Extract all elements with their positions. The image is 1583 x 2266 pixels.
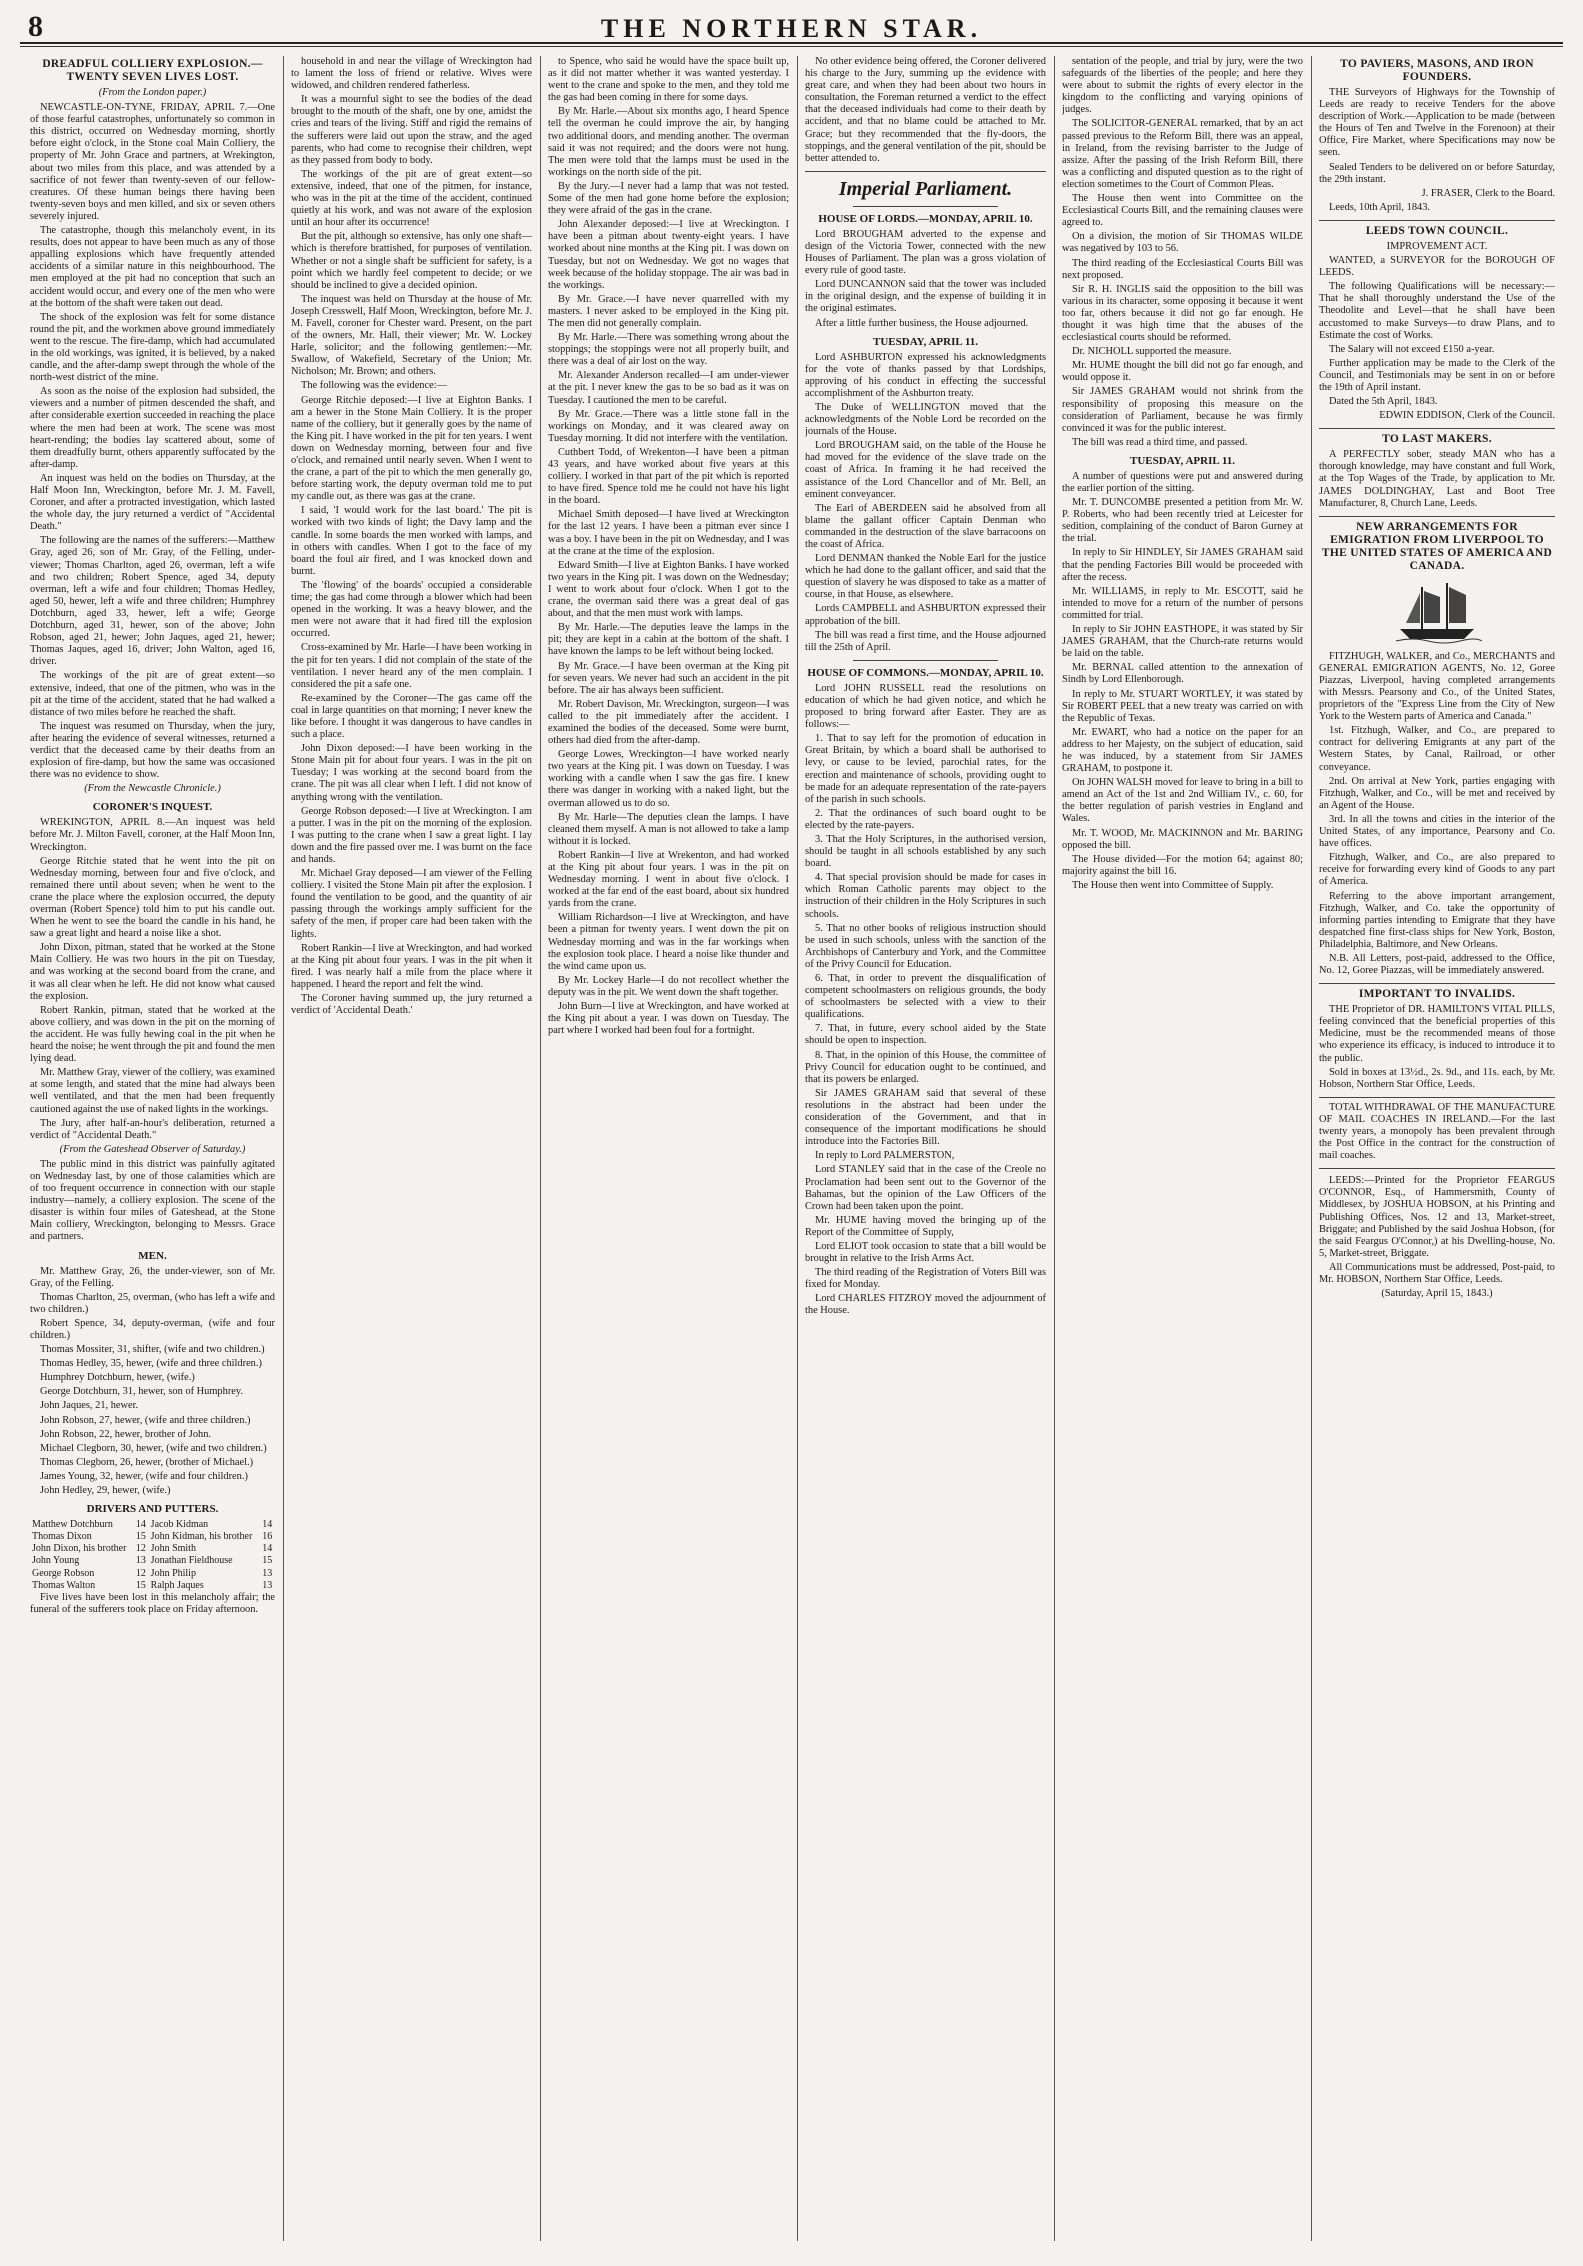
article-paragraph: 4. That special provision should be made for cases in which Roman Catholic parents may object to the instruction of their children in the Holy Scriptures in such schools. bbox=[805, 872, 1046, 920]
article-paragraph: An inquest was held on the bodies on Thursday, at the Half Moon Inn, Wreckington, before Mr. J. M. Favell, Coroner, and after a protracted investigation, which lasted the whole day, the jury returned a verdict of "Accidental Death." bbox=[30, 472, 275, 533]
table-cell: Matthew Dotchburn bbox=[32, 1519, 113, 1531]
article-paragraph: I said, 'I would work for the last board.' The pit is worked with two kinds of light; the Davy lamp and the candle. In some boards the men worked with lamps, and in others with candles. When I got to the face of my board the foul air fired, and I was knocked down and burnt. bbox=[291, 505, 532, 577]
article-paragraph: 7. That, in future, every school aided by the State should be open to inspection. bbox=[805, 1023, 1046, 1047]
ad-title: TO PAVIERS, MASONS, AND IRON FOUNDERS. bbox=[1340, 58, 1534, 83]
article-paragraph: John Dixon, pitman, stated that he worked at the Stone Main Colliery. He was two hours in the pit on Tuesday, and was working at the second board from the crane, and it was all clear when he left. He did not know what caused the explosion. bbox=[30, 942, 275, 1002]
article-paragraph: The catastrophe, though this melancholy event, in its results, does not appear to have been much as any of those appalling explosions which have frequently attended accidents of a similar nature in this neighbourhood. The men employed at the pit had no conception that such an accident would occur, and every one of the men who were at the bottom of the shaft were taken out dead. bbox=[30, 225, 275, 309]
table-cell: 13 bbox=[135, 1555, 146, 1567]
article-paragraph: Sir R. H. INGLIS said the opposition to the bill was various in its character, some opposing it because it went too far, others because it did not go far enough. He thought it was high time that the abuses of the ecclesiastical courts should be reformed. bbox=[1062, 283, 1303, 344]
article-paragraph: The following are the names of the sufferers:—Matthew Gray, aged 26, son of Mr. Gray, of the Felling, under-viewer; Thomas Charlton, aged 26, overman, left a wife and two children; Robert Spence, aged 34, deputy overman, left a wife and four children; Thomas Hedley, aged 50, hewer, left a wife and three children; Humphrey Dotchburn, aged 33, hewer, left a wife; George Dotchburn, aged 31, hewer, son of the above; John Robson, aged 21, hewer; John Jaques, aged 21, hewer; Thomas Jaques, aged 16, driver; John Walton, aged 16, driver. bbox=[30, 535, 275, 668]
article-paragraph: 8. That, in the opinion of this House, the committee of Privy Council for education ought to be continued, and that its powers be enlarged. bbox=[805, 1049, 1046, 1085]
section-rule bbox=[853, 206, 998, 207]
ad-text: The Salary will not exceed £150 a-year. bbox=[1329, 343, 1495, 355]
article-paragraph: Mr. WILLIAMS, in reply to Mr. ESCOTT, said he intended to move for a return of the number of persons committed for trial. bbox=[1062, 585, 1303, 621]
article-paragraph: Mr. Matthew Gray, viewer of the colliery, was examined at some length, and stated that the mine had always been well ventilated, and that the men had been frequently cautioned against the use of naked lights in the workings. bbox=[30, 1067, 275, 1115]
article-paragraph: WREKINGTON, APRIL 8.—An inquest was held before Mr. J. Milton Favell, coroner, at the Half Moon Inn, Wreckington. bbox=[30, 817, 275, 853]
column-rule bbox=[797, 56, 798, 2241]
drivers-table bbox=[30, 1519, 275, 1592]
article-paragraph: Sir JAMES GRAHAM would not shrink from the responsibility of proposing this measure on the consideration of Parliament, because he was firmly convinced it was for the public interest. bbox=[1062, 386, 1303, 434]
article-paragraph: Sir JAMES GRAHAM said that several of these resolutions in the abstract had been under the consideration of the Government, and that in consequence of the important modifications he should introduce into the Factories Bill. bbox=[805, 1087, 1046, 1148]
printer-imprint: LEEDS:—Printed for the Proprietor FEARGUS O'CONNOR, Esq., of Hammersmith, County of Middlesex, by JOSHUA HOBSON, at his Printing and Publishing Offices, Nos. 12 and 13, Market-street, Briggate; and Published by the said Joshua Hobson, (for the said Feargus O'Connor,) at his Dwelling-house, No. 5, Market-street, Briggate. bbox=[1319, 1175, 1555, 1259]
article-paragraph: Dr. NICHOLL supported the measure. bbox=[1072, 346, 1232, 358]
table-cell: 13 bbox=[262, 1567, 273, 1579]
article-paragraph: Lords CAMPBELL and ASHBURTON expressed their approbation of the bill. bbox=[805, 603, 1046, 627]
article-paragraph: sentation of the people, and trial by jury, were the two safeguards of the liberties of the people; and here they were about to submit the rights of every elector in the kingdom to the conflicting and varying opinions of judges. bbox=[1062, 56, 1303, 116]
article-paragraph: Cross-examined by Mr. Harle—I have been working in the pit for ten years. I did not complain of the state of the ventilation. I never heard any of the men complain. I considered the pit a safe one. bbox=[291, 642, 532, 690]
table-cell: John Smith bbox=[150, 1543, 196, 1555]
section-heading: DRIVERS AND PUTTERS. bbox=[86, 1503, 219, 1516]
article-paragraph: The inquest was resumed on Thursday, when the jury, after hearing the evidence of several witnesses, returned a verdict that the deceased came by their deaths from an explosion of fire-damp, but how the same was occasioned there was no evidence to show. bbox=[30, 720, 275, 781]
list-item: Thomas Clegborn, 26, hewer, (brother of Michael.) bbox=[40, 1456, 254, 1468]
ad-title: IMPORTANT TO INVALIDS. bbox=[1358, 988, 1516, 1001]
list-item: Humphrey Dotchburn, hewer, (wife.) bbox=[40, 1372, 195, 1384]
advertisement bbox=[1319, 433, 1555, 516]
section-heading: TUESDAY, APRIL 11. bbox=[1130, 454, 1235, 467]
ad-text: A PERFECTLY sober, steady MAN who has a thorough knowledge, may have constant and full Work, at the Top Wages of the Trade, by application to Mr. JAMES DOLDINGHAY, Last and Boot Tree Manufacturer, 8, Church Lane, Leeds. bbox=[1319, 449, 1555, 509]
article-paragraph: The bill was read a first time, and the House adjourned till the 25th of April. bbox=[805, 629, 1046, 653]
article-paragraph: On JOHN WALSH moved for leave to bring in a bill to amend an Act of the 1st and 2nd William IV., c. 60, for the better regulation of parish vestries in England and Wales. bbox=[1062, 777, 1303, 825]
article-paragraph: George Lowes, Wreckington—I have worked nearly two years at the King pit. I was down on Tuesday. I was working with a candle when I saw the gas fire. I knew there was danger in working with a naked light, but the overman allowed us to do so. bbox=[548, 749, 789, 809]
table-row bbox=[30, 1543, 275, 1555]
article-paragraph: John Burn—I live at Wreckington, and have worked at the King pit about a year. I was down on Tuesday. The part where I worked had been foul for a fortnight. bbox=[548, 1001, 789, 1037]
article-paragraph: John Alexander deposed:—I live at Wreckington. I have been a pitman about twenty-eight years. I have worked about nine months at the King pit. I was down on Tuesday, but not on Wednesday. We got no wages that week because of the holiday stoppage. The air was bad in the workings. bbox=[548, 219, 789, 291]
article-paragraph: Lord CHARLES FITZROY moved the adjournment of the House. bbox=[805, 1293, 1046, 1317]
article-paragraph: The SOLICITOR-GENERAL remarked, that by an act passed previous to the Reform Bill, there was an appeal, in Ireland, from the revising barrister to the Judge of assize. After the passing of the Irish Reform Bill, there was a conflicting and disputed question as to the right of election sometimes to the Court of Common Pleas. bbox=[1062, 118, 1303, 190]
column-rule bbox=[1054, 56, 1055, 2241]
article-paragraph: Mr. BERNAL called attention to the annexation of Sindh by Lord Ellenborough. bbox=[1062, 662, 1303, 686]
table-cell: Jonathan Fieldhouse bbox=[150, 1555, 233, 1567]
article-paragraph: John Dixon deposed:—I have been working in the Stone Main pit for about four years. I was in the pit on Tuesday; I was working at the second board from the crane. The pit was all clear when I left. I did not know of anything wrong with the ventilation. bbox=[291, 743, 532, 803]
sailing-ship-icon bbox=[1392, 577, 1482, 647]
list-item: Thomas Charlton, 25, overman, (who has left a wife and two children.) bbox=[30, 1291, 275, 1315]
article-paragraph: After a little further business, the House adjourned. bbox=[815, 317, 1029, 329]
article-paragraph: William Richardson—I live at Wreckington, and have been a pitman for twenty years. I went down the pit on Wednesday morning and was in the far workings when the explosion took place. I heard a noise like thunder and the wind came upon us. bbox=[548, 912, 789, 972]
table-cell: Jacob Kidman bbox=[150, 1519, 209, 1531]
article-paragraph: Robert Rankin, pitman, stated that he worked at the above colliery, and was down in the pit on the morning of the accident. He was fully hewing coal in the pit when he heard the noise; he went through the pit and found the men lying dead. bbox=[30, 1004, 275, 1065]
article-paragraph: Lord BROUGHAM adverted to the expense and design of the Victoria Tower, connected with the new Houses of Parliament. The plan was a gross violation of every rule of good taste. bbox=[805, 228, 1046, 277]
article-paragraph: By Mr. Grace.—I have never quarrelled with my masters. I never asked to be employed in the King pit. The men did not generally complain. bbox=[548, 293, 789, 329]
article-paragraph: 3. That the Holy Scriptures, in the authorised version, should be taught in all schools established by any such board. bbox=[805, 833, 1046, 870]
table-cell: 16 bbox=[262, 1531, 273, 1543]
list-item: John Robson, 27, hewer, (wife and three children.) bbox=[40, 1414, 251, 1426]
ad-text: 2nd. On arrival at New York, parties engaging with Fitzhugh, Walker, and Co., will be met and received by an Agent of the House. bbox=[1319, 775, 1555, 811]
article-paragraph: Mr. HUME having moved the bringing up of the Report of the Committee of Supply, bbox=[805, 1214, 1046, 1238]
section-heading: TUESDAY, APRIL 11. bbox=[873, 335, 978, 348]
ad-title: LEEDS TOWN COUNCIL. bbox=[1365, 224, 1509, 237]
article-paragraph: Re-examined by the Coroner—The gas came off the coal in large quantities on that morning; I never knew the like before. I thought it was dangerous to have candles in such a place. bbox=[291, 692, 532, 741]
article-paragraph: The 'flowing' of the boards' occupied a considerable time; the gas had come through a blower which had been opened in the working. It was a heavy blower, and the men were not aware that it had fired till the explosion occurred. bbox=[291, 579, 532, 640]
table-cell: Thomas Walton bbox=[32, 1579, 96, 1591]
article-paragraph: Edward Smith—I live at Eighton Banks. I have worked two years in the King pit. I was down on the Wednesday; I went to work about four o'clock. When I got to the crane, the overman said there was a great deal of gas about, and that the men must work with lamps. bbox=[548, 559, 789, 620]
column-rule bbox=[283, 56, 284, 2241]
article-paragraph: The workings of the pit are of great extent—so extensive, indeed, that one of the pitmen, who was in the pit at the time of the accident, stated that he had walked a distance of two miles before he reached the shaft. bbox=[30, 670, 275, 718]
article-source: (From the Gateshead Observer of Saturday.) bbox=[59, 1143, 246, 1155]
article-paragraph: The Earl of ABERDEEN said he absolved from all blame the gallant officer Captain Denman who commanded in the destruction of the slave barracoons on the coast of Africa. bbox=[805, 502, 1046, 550]
article-paragraph: The House then went into Committee of Supply. bbox=[1072, 879, 1274, 891]
table-cell: George Robson bbox=[32, 1567, 95, 1579]
article-paragraph: George Ritchie deposed:—I live at Eighton Banks. I am a hewer in the Stone Main Colliery. It is the proper name of the colliery, but it generally goes by the name of the King pit. I have worked in the pit for ten years. I went down on Wednesday morning, between four and five o'clock, and remained until nearly seven. When I went to the crane, a part of the pit to which the men generally go, before starting work, the deputy overman told me to put my candle out, as there was gas at the crane. bbox=[291, 394, 532, 503]
ad-text: 3rd. In all the towns and cities in the interior of the United States, of any importance, Pearsony and Co. have offices. bbox=[1319, 813, 1555, 850]
article-paragraph: The workings of the pit are of great extent—so extensive, indeed, that one of the pitmen, for instance, who was in the pit at the time of the accident, continued quietly at his work, and was not aware of the explosion until an hour after its occurrence! bbox=[291, 168, 532, 229]
advertisement bbox=[1319, 521, 1555, 984]
table-row bbox=[30, 1519, 275, 1531]
ad-title: TO LAST MAKERS. bbox=[1382, 433, 1492, 446]
imprint-date: (Saturday, April 15, 1843.) bbox=[1381, 1288, 1493, 1300]
article-headline: DREADFUL COLLIERY EXPLOSION.—TWENTY SEVEN LIVES LOST. bbox=[42, 58, 263, 83]
advertisement bbox=[1319, 58, 1555, 221]
ad-signature: J. FRASER, Clerk to the Board. bbox=[1421, 187, 1555, 199]
article-paragraph: 2. That the ordinances of such board ought to be elected by the rate-payers. bbox=[805, 807, 1046, 831]
ad-signature: EDWIN EDDISON, Clerk of the Council. bbox=[1379, 410, 1555, 422]
article-paragraph: The Coroner having summed up, the jury returned a verdict of 'Accidental Death.' bbox=[291, 993, 532, 1017]
article-paragraph: By Mr. Harle.—There was something wrong about the stoppings; the stoppings were not all properly built, and there was a deal of air lost on the way. bbox=[548, 332, 789, 368]
section-heading: CORONER'S INQUEST. bbox=[92, 801, 213, 814]
article-paragraph: On a division, the motion of Sir THOMAS WILDE was negatived by 103 to 56. bbox=[1062, 231, 1303, 255]
list-item: John Hedley, 29, hewer, (wife.) bbox=[40, 1485, 171, 1497]
table-row bbox=[30, 1580, 275, 1592]
ad-text: WANTED, a SURVEYOR for the BOROUGH OF LEEDS. bbox=[1319, 255, 1555, 279]
article-paragraph: The shock of the explosion was felt for some distance round the pit, and the workmen above ground immediately went to the rescue. The fire-damp, which had accumulated in the old workings, was ignited, it is believed, by a naked candle, and the after-damp swept through the whole of the north-west district of the mine. bbox=[30, 311, 275, 384]
section-title: Imperial Parliament. bbox=[838, 177, 1013, 200]
article-paragraph: George Ritchie stated that he went into the pit on Wednesday morning, between four and five o'clock, and remained there until about seven; when he went to the crane the place where the explosion occurred, the deputy overman (Robert Spence) told him to put his candle out. When he went to see the board the candle in his hand, he saw a great light and heard a noise like a shot. bbox=[30, 855, 275, 940]
article-paragraph: Mr. EWART, who had a notice on the paper for an address to her Majesty, on the subject of education, said he was induced, by a statement from Sir JAMES GRAHAM, to postpone it. bbox=[1062, 726, 1303, 775]
article-paragraph: 6. That, in order to prevent the disqualification of competent schoolmasters on religious grounds, the body of schoolmasters be selected with a view to their qualifications. bbox=[805, 973, 1046, 1021]
column-6-advertisements bbox=[1319, 56, 1555, 2241]
ad-date: Dated the 5th April, 1843. bbox=[1329, 396, 1438, 408]
article-paragraph: In reply to Lord PALMERSTON, bbox=[815, 1150, 955, 1162]
article-paragraph: Lord DUNCANNON said that the tower was included in the original design, and the expense of building it in the original estimates. bbox=[805, 279, 1046, 315]
masthead bbox=[20, 12, 1563, 44]
ad-text: The following Qualifications will be necessary:— That he shall thoroughly understand the Use of the Theodolite and Level—that he shall have been accustomed to make Surveys—to draw Plans, and to Estimate the cost of Works. bbox=[1319, 281, 1555, 341]
paper-title: THE NORTHERN STAR. bbox=[600, 14, 983, 43]
article-paragraph: Lord JOHN RUSSELL read the resolutions on education of which he had given notice, and which he proposed to bring forward after Easter. They are as follows:— bbox=[805, 682, 1046, 731]
ad-text: Sold in boxes at 13½d., 2s. 9d., and 11s. each, by Mr. Hobson, Northern Star Office, Leeds. bbox=[1319, 1066, 1555, 1090]
page-number: 8 bbox=[28, 10, 43, 43]
table-cell: 15 bbox=[262, 1555, 273, 1567]
ad-text: N.B. All Letters, post-paid, addressed to the Office, No. 12, Goree Piazzas, will be immediately answered. bbox=[1319, 952, 1555, 977]
list-item: James Young, 32, hewer, (wife and four children.) bbox=[40, 1470, 248, 1482]
article-paragraph: Lord DENMAN thanked the Noble Earl for the justice which he had done to the gallant officer, and said that the question of slavery he was disposed to take as a matter of course, in that House, as elsewhere. bbox=[805, 553, 1046, 601]
article-paragraph: By Mr. Harle—The deputies clean the lamps. I have cleaned them myself. A man is not allowed to take a lamp without it is locked. bbox=[548, 811, 789, 847]
article-paragraph: Michael Smith deposed—I have lived at Wreckington for the last 12 years. I have been a pitman ever since I was a boy. I have been in the pit on Wednesday, and I was at the crane at the time of the explosion. bbox=[548, 509, 789, 557]
table-row bbox=[30, 1555, 275, 1567]
table-cell: 15 bbox=[135, 1531, 146, 1543]
article-paragraph: Robert Rankin—I live at Wreckington, and had worked at the King pit about four years. I was in the pit when it fired. I was nearly half a mile from the place where it happened. I heard the report and felt the wind. bbox=[291, 942, 532, 990]
article-paragraph: 5. That no other books of religious instruction should be used in such schools, unless with the sanction of the Archbishops of Canterbury and York, and the Committee of the Privy Council for Education. bbox=[805, 922, 1046, 970]
article-paragraph: It was a mournful sight to see the bodies of the dead brought to the mouth of the shaft, one by one, amidst the cries and tears of the living. Stiff and rigid the remains of the sufferers were laid out upon the straw, and the aged parents, who had come to recognise their children, wept as they passed from body to body. bbox=[291, 94, 532, 166]
table-cell: 14 bbox=[262, 1543, 273, 1555]
article-paragraph: But the pit, although so extensive, has only one shaft—which is therefore brattished, for purposes of ventilation. Whether or not a single shaft be sufficient for safety, is a point which we hardly feel competent to decide; or we should be inclined to give a decided opinion. bbox=[291, 231, 532, 291]
table-cell: 12 bbox=[135, 1543, 146, 1555]
ad-text: THE Surveyors of Highways for the Township of Leeds are ready to receive Tenders for the above description of Work.—Application to be made (between the Hours of Ten and Twelve in the Forenoon) at their Office, Fire Market, where Specifications may now be seen. bbox=[1319, 87, 1555, 159]
article-paragraph: Mr. Robert Davison, Mr. Wreckington, surgeon—I was called to the pit immediately after the accident. I examined the bodies of the deceased. Some were burnt, others had died from the after-damp. bbox=[548, 698, 789, 747]
list-item: Thomas Hedley, 35, hewer, (wife and three children.) bbox=[40, 1358, 262, 1370]
column-1 bbox=[30, 56, 275, 2241]
article-paragraph: The third reading of the Ecclesiastical Courts Bill was next proposed. bbox=[1062, 257, 1303, 281]
table-row bbox=[30, 1568, 275, 1580]
article-paragraph: By the Jury.—I never had a lamp that was not tested. Some of the men had gone home before the explosion; they were afraid of the gas in the crane. bbox=[548, 180, 789, 217]
list-item: Mr. Matthew Gray, 26, the under-viewer, son of Mr. Gray, of the Felling. bbox=[30, 1265, 275, 1289]
article-paragraph: The inquest was held on Thursday at the house of Mr. Joseph Cresswell, Half Moon, Wreckington, before Mr. J. M. Favell, coroner for Chester ward. Present, on the part of the owners, Mr. Hall, their viewer; Mr. W. Lockey Harle, solicitor; and the following gentlemen:—Mr. Swallow, of Wakefield, Secretary of the Union; Mr. Nicholson; Mr. Brown; and others. bbox=[291, 293, 532, 378]
column-5 bbox=[1062, 56, 1303, 2241]
table-row bbox=[30, 1531, 275, 1543]
list-item: John Robson, 22, hewer, brother of John. bbox=[40, 1428, 212, 1440]
table-cell: 15 bbox=[135, 1579, 146, 1591]
table-cell: 12 bbox=[135, 1567, 146, 1579]
section-rule bbox=[853, 660, 998, 661]
article-paragraph: In reply to Sir JOHN EASTHOPE, it was stated by Sir JAMES GRAHAM, that the Church-rate returns would be laid on the table. bbox=[1062, 624, 1303, 660]
column-rule bbox=[1311, 56, 1312, 2241]
section-heading: MEN. bbox=[138, 1249, 167, 1262]
section-heading: HOUSE OF COMMONS.—MONDAY, APRIL 10. bbox=[807, 666, 1044, 679]
article-paragraph: The House divided—For the motion 64; against 80; majority against the bill 16. bbox=[1062, 853, 1303, 877]
article-paragraph: As soon as the noise of the explosion had subsided, the viewers and a number of pitmen descended the shaft, and after considerable exertion succeeded in reaching the place where the men had been at work. The scene was most heart-rending; the bodies lay scattered about, some of them dreadfully burnt, others apparently suffocated by the after-damp. bbox=[30, 386, 275, 470]
article-paragraph: The Jury, after half-an-hour's deliberation, returned a verdict of "Accidental Death." bbox=[30, 1117, 275, 1141]
article-paragraph: The House then went into Committee on the Ecclesiastical Courts Bill, and the remaining clauses were agreed to. bbox=[1062, 193, 1303, 229]
table-cell: John Philip bbox=[150, 1567, 196, 1579]
column-3 bbox=[548, 56, 789, 2241]
section-heading: HOUSE OF LORDS.—MONDAY, APRIL 10. bbox=[818, 212, 1033, 225]
article-paragraph: By Mr. Harle.—The deputies leave the lamps in the pit; they are kept in a cabin at the bottom of the shaft. I have known the lamps to be left without being locked. bbox=[548, 622, 789, 658]
article-paragraph: The public mind in this district was painfully agitated on Wednesday last, by one of those calamities which are of too frequent occurrence in connection with our staple industry—namely, a colliery explosion. The scene of the disaster is within four miles of Gateshead, at the Stone Main colliery, Wreckington, belonging to Messrs. Grace and partners. bbox=[30, 1158, 275, 1243]
table-cell: 14 bbox=[135, 1519, 146, 1531]
article-paragraph: A number of questions were put and answered during the earlier portion of the sitting. bbox=[1062, 470, 1303, 494]
ad-subtitle: IMPROVEMENT ACT. bbox=[1386, 240, 1488, 252]
article-paragraph: to Spence, who said he would have the space built up, as it did not matter whether it was wanted yesterday. I went to the crane and spoke to the men, and they told me the gas had been coming in there for some days. bbox=[548, 56, 789, 104]
ad-text: THE Proprietor of DR. HAMILTON'S VITAL PILLS, feeling convinced that the beneficial properties of this Medicine, must be the recommended means of those who experience its efficacy, is induced to introduce it to the public. bbox=[1319, 1004, 1555, 1064]
ad-text: Further application may be made to the Clerk of the Council, and Testimonials may be sent in on or before the 19th of April instant. bbox=[1319, 357, 1555, 393]
article-source: (From the London paper.) bbox=[98, 87, 207, 98]
article-paragraph: In reply to Sir HINDLEY, Sir JAMES GRAHAM said that the pending Factories Bill would be proceeded with after the recess. bbox=[1062, 547, 1303, 583]
article-paragraph: Lord ELIOT took occasion to state that a bill would be brought in relative to the Irish Arms Act. bbox=[805, 1240, 1046, 1265]
printer-imprint: All Communications must be addressed, Post-paid, to Mr. HOBSON, Northern Star Office, Leeds. bbox=[1319, 1261, 1555, 1286]
section-rule bbox=[1319, 1168, 1555, 1169]
article-paragraph: By Mr. Lockey Harle—I do not recollect whether the deputy was in the pit. We went down the shaft together. bbox=[548, 974, 789, 998]
article-paragraph: In reply to Mr. STUART WORTLEY, it was stated by Sir ROBERT PEEL that a new treaty was carried on with the Republic of Texas. bbox=[1062, 688, 1303, 724]
article-paragraph: Lord ASHBURTON expressed his acknowledgments for the vote of thanks passed by that Lordships, approving of his conduct in effecting the successful accomplishment of the Ashburton treaty. bbox=[805, 351, 1046, 399]
table-cell: 13 bbox=[262, 1579, 273, 1591]
list-item: George Dotchburn, 31, hewer, son of Humphrey. bbox=[40, 1386, 244, 1398]
article-paragraph: 1. That to say left for the promotion of education in Great Britain, by which a board shall be authorised to levy, or cause to be levied, parochial rates, for the erection and maintenance of schools, providing ought to be made for an adequate representation of the rate-payers of the parish in such schools. bbox=[805, 733, 1046, 805]
column-rule bbox=[540, 56, 541, 2241]
article-paragraph: Mr. Michael Gray deposed—I am viewer of the Felling colliery. I visited the Stone Main pit after the explosion. I found the ventilation to be good, and the quantity of air passing through the workings amply sufficient for the safety of the men, if proper care had been taken with the lights. bbox=[291, 868, 532, 940]
table-cell: John Dixon, his brother bbox=[32, 1543, 127, 1555]
article-paragraph: The Duke of WELLINGTON moved that the acknowledgments of the Noble Lord be recorded on the journals of the House. bbox=[805, 401, 1046, 438]
table-cell: John Kidman, his brother bbox=[150, 1531, 253, 1543]
article-paragraph: Robert Rankin—I live at Wrekenton, and had worked at the King pit about four years. I was in the pit on Wednesday morning. I went in about five o'clock. I worked at the far end of the east board, about six hundred yards from the crane. bbox=[548, 849, 789, 910]
table-cell: Thomas Dixon bbox=[32, 1531, 92, 1543]
article-paragraph: household in and near the village of Wreckington had to lament the loss of friend or relative. Wives were widowed, and children rendered fatherless. bbox=[291, 56, 532, 92]
list-item: Robert Spence, 34, deputy-overman, (wife and four children.) bbox=[30, 1317, 275, 1341]
article-paragraph: Five lives have been lost in this melancholy affair; the funeral of the sufferers took place on Friday afternoon. bbox=[30, 1591, 275, 1615]
notice-paragraph: TOTAL WITHDRAWAL OF THE MANUFACTURE OF MAIL COACHES IN IRELAND.—For the last twenty years, a monopoly has been prevalent through the Post Office in the contract for the construction of mail coaches. bbox=[1319, 1101, 1555, 1162]
advertisement bbox=[1319, 225, 1555, 429]
article-paragraph: Mr. T. DUNCOMBE presented a petition from Mr. W. P. Roberts, who had been recently tried at Leicester for sedition, complaining of the conduct of Baron Gurney at the trial. bbox=[1062, 497, 1303, 545]
ad-text: 1st. Fitzhugh, Walker, and Co., are prepared to contract for delivering Emigrants at any part of the Western States, by Canal, Railroad, or other conveyance. bbox=[1319, 725, 1555, 773]
article-paragraph: George Robson deposed:—I live at Wreckington. I am a putter. I was in the pit on the morning of the explosion. I was putting to the crane when I saw a great light. I lay down and the fire passed over me. I was burnt on the face and hands. bbox=[291, 805, 532, 865]
article-paragraph: The third reading of the Registration of Voters Bill was fixed for Monday. bbox=[805, 1267, 1046, 1291]
list-item: Michael Clegborn, 30, hewer, (wife and two children.) bbox=[40, 1442, 267, 1454]
list-item: John Jaques, 21, hewer. bbox=[40, 1400, 139, 1412]
article-paragraph: The bill was read a third time, and passed. bbox=[1072, 436, 1248, 448]
masthead-rule bbox=[20, 46, 1563, 47]
article-paragraph: Mr. Alexander Anderson recalled—I am under-viewer at the pit. I never knew the gas to be so bad as it was on Tuesday. I cautioned the men to be careful. bbox=[548, 370, 789, 406]
article-source: (From the Newcastle Chronicle.) bbox=[84, 783, 221, 795]
column-2 bbox=[291, 56, 532, 2241]
article-paragraph: By Mr. Harle.—About six months ago, I heard Spence tell the overman he could improve the air, by hanging two additional doors, and mending another. The overman said it was not required; and the doors were not hung. The men were told that the lamps must be used in the workings on the north side of the pit. bbox=[548, 106, 789, 178]
ad-text: Fitzhugh, Walker, and Co., are also prepared to receive for forwarding every kind of Goods to any part of America. bbox=[1319, 852, 1555, 888]
article-paragraph: By Mr. Grace.—There was a little stone fall in the workings on Monday, and it was cleared away on Tuesday morning. It did not interfere with the ventilation. bbox=[548, 408, 789, 444]
article-paragraph: Mr. HUME thought the bill did not go far enough, and would oppose it. bbox=[1062, 360, 1303, 384]
article-paragraph: Cuthbert Todd, of Wrekenton—I have been a pitman 43 years, and have worked about five years at this colliery. I worked in that part of the pit which is reported to have fired. Spence told me he could not have his light in the board. bbox=[548, 446, 789, 507]
ad-text: Referring to the above important arrangement, Fitzhugh, Walker, and Co. take the opportunity of informing parties intending to Emigrate that they have despatched fine first-class ships for New York, Boston, Philadelphia, Baltimore, and New Orleans. bbox=[1319, 890, 1555, 950]
ad-date: Leeds, 10th April, 1843. bbox=[1329, 201, 1431, 213]
article-paragraph: NEWCASTLE-ON-TYNE, FRIDAY, APRIL 7.—One of those fearful catastrophes, unfortunately so common in this district, occurred on Wednesday morning, shortly before eight o'clock, in the Stone coal Main Colliery, the property of Mr. John Grace and partners, at Wrekington, about two miles from this place, and was attended by a sacrifice of not fewer than twenty-seven of our fellow-creatures. Of these human beings there having been twenty-seven boys and men killed, and six or seven others severely injured. bbox=[30, 102, 275, 222]
article-paragraph: Lord BROUGHAM said, on the table of the House he had moved for the evidence of the slave trade on the coast of Africa. In framing it he had received the assistance of the Lord Chancellor and of Mr. Bell, an eminent conveyancer. bbox=[805, 440, 1046, 500]
section-rule bbox=[805, 171, 1046, 172]
advertisement bbox=[1319, 988, 1555, 1098]
article-paragraph: Mr. T. WOOD, Mr. MACKINNON and Mr. BARING opposed the bill. bbox=[1062, 827, 1303, 851]
list-item: Thomas Mossiter, 31, shifter, (wife and two children.) bbox=[40, 1344, 265, 1356]
article-paragraph: Lord STANLEY said that in the case of the Creole no Proclamation had been sent out to the Governor of the Bahamas, but the opinion of the Law Officers of the Crown had been taken upon the point. bbox=[805, 1164, 1046, 1212]
table-cell: 14 bbox=[262, 1519, 273, 1531]
article-paragraph: The following was the evidence:— bbox=[301, 380, 448, 392]
ad-title: NEW ARRANGEMENTS FOR EMIGRATION FROM LIVERPOOL TO THE UNITED STATES OF AMERICA AND CANADA. bbox=[1321, 520, 1553, 572]
table-cell: John Young bbox=[32, 1555, 80, 1567]
column-4 bbox=[805, 56, 1046, 2241]
ad-text: Sealed Tenders to be delivered on or before Saturday, the 29th instant. bbox=[1319, 161, 1555, 185]
article-paragraph: By Mr. Grace.—I have been overman at the King pit for seven years. We never had such an accident in the pit before. The air has always been sufficient. bbox=[548, 660, 789, 696]
ad-text: FITZHUGH, WALKER, and Co., MERCHANTS and GENERAL EMIGRATION AGENTS, No. 12, Goree Piazzas, Liverpool, having completed arrangements with Messrs. Pearsony and Co., of the United States, proprietors of the "Express Line from the City of New York to the Western parts of America and Canada." bbox=[1319, 650, 1555, 723]
table-cell: Ralph Jaques bbox=[150, 1579, 204, 1591]
article-paragraph: No other evidence being offered, the Coroner delivered his charge to the Jury, summing up the evidence with great care, and when they had been about two hours in consultation, the Foreman returned a verdict to the effect that the deceased individuals had come to their death by accident, and that no blame could be attached to Mr. Grace; but they recommended that the fly-doors, the stoppings, and the general ventilation of the pit, should be better attended to. bbox=[805, 56, 1046, 164]
